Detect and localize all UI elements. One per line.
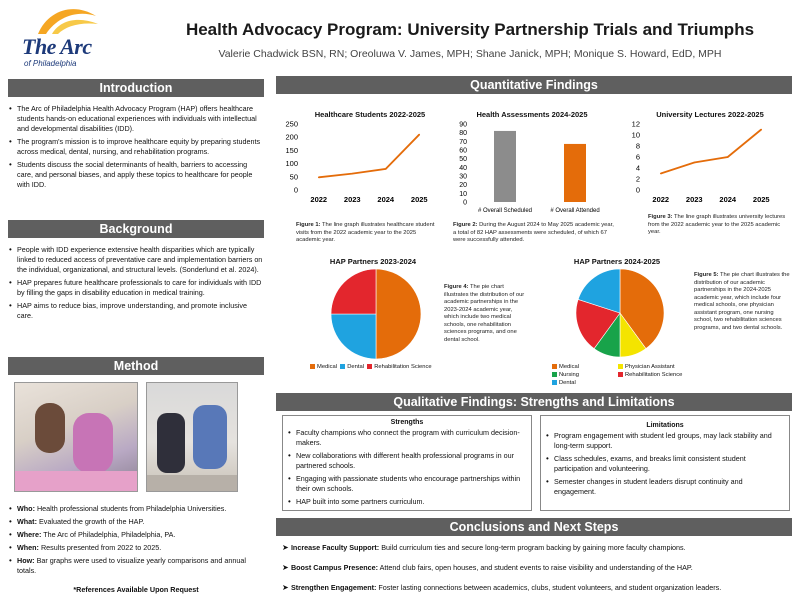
x-tick-label: 2024 (719, 195, 737, 204)
chart3-title: University Lectures 2022-2025 (656, 110, 764, 119)
logo-subtitle: of Philadelphia (24, 59, 77, 68)
x-tick-label: # Overall Scheduled (477, 208, 533, 214)
x-tick-label: 2022 (652, 195, 670, 204)
y-tick-label: 40 (459, 164, 467, 172)
strength-item: • Faculty champions who connect the program with curriculum decision-makers. (287, 428, 527, 448)
y-tick-label: 10 (459, 190, 467, 198)
introduction-bullet: • Students discuss the social determinants of health, barriers to accessing care, and personal biases, and apply these topics to healthcare for people with IDD. (8, 160, 264, 190)
method-section (8, 357, 264, 375)
y-tick-label: 50 (459, 156, 467, 164)
pie1-caption: Figure 4: The pie chart illustrates the distribution of our academic partnerships in the 2023-2024 academic year, which include two medical schools, one rehabilitation sciences programs, and one dental school. (444, 284, 525, 343)
data-point (351, 173, 353, 175)
legend-item: Medical (310, 364, 337, 370)
chart3-caption: Figure 3: The line graph illustrates university lectures from the 2022 academic year to the 2025 academic year. (648, 214, 786, 235)
background-section (8, 220, 264, 324)
legend-item: Physician Assistant (618, 364, 675, 370)
partners-2023-2024-pie (326, 266, 426, 362)
pie2-legend (552, 363, 692, 387)
logo-swoosh-icon (34, 4, 104, 38)
data-point (727, 156, 729, 158)
x-tick-label: 2025 (752, 195, 770, 204)
y-tick-label: 2 (635, 174, 640, 184)
data-point (418, 134, 420, 136)
chart1-title: Healthcare Students 2022-2025 (314, 110, 426, 119)
method-photo-2 (146, 382, 238, 492)
introduction-heading: Introduction (8, 79, 264, 97)
strengths-box (282, 415, 532, 511)
poster-title: Health Advocacy Program: University Partnership Trials and Triumphs (185, 20, 755, 39)
pie2-caption: Figure 5: The pie chart illustrates the distribution of our academic partnerships in the 2024-2025 academic year, which include four medical schools, one physician assistant program, one nursing school, two rehabilitation sciences programs, and two dental schools. (694, 272, 790, 331)
legend-item: Dental (552, 380, 576, 386)
conclusion-item: ➤ Increase Faculty Support: Build curriculum ties and secure long-term program backing by gaining more faculty champions. (282, 543, 686, 552)
x-tick-label: # Overall Attended (550, 208, 600, 214)
y-tick-label: 20 (459, 182, 467, 190)
strength-item: • Engaging with passionate students who encourage partnerships within their own schools. (287, 474, 527, 494)
pie2-title: HAP Partners 2024-2025 (573, 257, 661, 266)
healthcare-students-chart (280, 118, 440, 214)
legend-item: Rehabilitation Science (367, 364, 431, 370)
y-tick-label: 0 (463, 199, 467, 207)
y-tick-label: 4 (635, 163, 640, 173)
university-lectures-chart (622, 118, 784, 214)
data-point (760, 129, 762, 131)
limitations-box (540, 415, 790, 511)
limitations-heading: Limitations (646, 422, 684, 429)
strengths-list (287, 428, 527, 507)
logo-name: The Arc (22, 34, 92, 59)
y-tick-label: 90 (459, 121, 467, 129)
y-tick-label: 100 (285, 159, 298, 169)
method-heading: Method (8, 357, 264, 375)
health-assessments-chart (450, 118, 615, 218)
pie1-title: HAP Partners 2023-2024 (329, 257, 417, 266)
partners-2024-2025-pie (574, 266, 666, 360)
y-tick-label: 6 (635, 152, 640, 162)
pie-slice (376, 269, 421, 359)
method-photo-1 (14, 382, 138, 492)
series-line (319, 135, 420, 178)
y-tick-label: 0 (635, 185, 640, 195)
pie-slice (331, 269, 376, 314)
qualitative-heading: Qualitative Findings: Strengths and Limitations (276, 393, 792, 411)
poster-authors: Valerie Chadwick BSN, RN; Oreoluwa V. James, MPH; Shane Janick, MPH; Monique S. Howard, EdD, MPH (218, 48, 722, 60)
background-bullet: • HAP aims to reduce bias, improve understanding, and promote inclusive care. (8, 301, 264, 321)
y-tick-label: 50 (289, 172, 298, 182)
quantitative-heading: Quantitative Findings (276, 76, 792, 94)
method-item: • Who: Health professional students from Philadelphia Universities. (8, 504, 264, 514)
y-tick-label: 150 (285, 145, 298, 155)
data-point (318, 177, 320, 179)
limitations-list (545, 431, 785, 497)
y-tick-label: 80 (459, 130, 467, 138)
y-tick-label: 60 (459, 147, 467, 155)
limitation-item: • Class schedules, exams, and breaks limit consistent student participation and volunteering. (545, 454, 785, 474)
introduction-section (8, 79, 264, 193)
background-list (8, 245, 264, 321)
introduction-list (8, 104, 264, 190)
x-tick-label: 2024 (377, 195, 395, 204)
legend-item: Dental (340, 364, 364, 370)
y-tick-label: 200 (285, 132, 298, 142)
x-tick-label: 2023 (343, 195, 361, 204)
data-point (385, 168, 387, 170)
conclusion-item: ➤ Boost Campus Presence: Attend club fairs, open houses, and student events to raise visibility and understanding of the HAP. (282, 563, 693, 572)
y-tick-label: 12 (631, 119, 640, 129)
x-tick-label: 2025 (410, 195, 428, 204)
strengths-heading: Strengths (390, 419, 424, 426)
strength-item: • HAP built into some partners curriculum. (287, 497, 527, 507)
background-bullet: • HAP prepares future healthcare professionals to care for individuals with IDD by filling the gaps in disability education in medical training. (8, 278, 264, 298)
legend-item: Medical (552, 363, 618, 371)
conclusions-heading: Conclusions and Next Steps (276, 518, 792, 536)
bar (564, 144, 586, 202)
chart2-title: Health Assessments 2024-2025 (476, 110, 588, 119)
limitation-item: • Program engagement with student led groups, may lack stability and long-term support. (545, 431, 785, 451)
data-point (660, 173, 662, 175)
pie-slice (331, 314, 376, 359)
x-tick-label: 2022 (310, 195, 328, 204)
background-heading: Background (8, 220, 264, 238)
method-item: • When: Results presented from 2022 to 2025. (8, 543, 264, 553)
legend-item: Nursing (552, 371, 618, 379)
strength-item: • New collaborations with different health professional programs in our partnered schools. (287, 451, 527, 471)
y-tick-label: 8 (635, 141, 640, 151)
y-tick-label: 70 (459, 138, 467, 146)
method-list (8, 504, 264, 579)
y-tick-label: 10 (631, 130, 640, 140)
introduction-bullet: • The program's mission is to improve healthcare equity by preparing students across medical, dental, nursing, and rehabilitation programs. (8, 137, 264, 157)
introduction-bullet: • The Arc of Philadelphia Health Advocacy Program (HAP) offers healthcare students hands-on educational experiences with individuals with intellectual and developmental disabilities (IDD). (8, 104, 264, 134)
y-tick-label: 0 (293, 185, 298, 195)
chart1-caption: Figure 1: The line graph illustrates healthcare student visits from the 2022 academic year to the 2025 academic year. (296, 222, 435, 243)
limitation-item: • Semester changes in student leaders disrupt continuity and engagement. (545, 477, 785, 497)
method-item: • What: Evaluated the growth of the HAP. (8, 517, 264, 527)
bar (494, 131, 516, 202)
y-tick-label: 30 (459, 173, 467, 181)
chart2-caption: Figure 2: During the August 2024 to May 2025 academic year, a total of 82 HAP assessments were scheduled, of which 67 were successfully attended. (453, 222, 614, 243)
method-item: • Where: The Arc of Philadelphia, Philadelphia, PA. (8, 530, 264, 540)
data-point (693, 162, 695, 164)
legend-item: Rehabilitation Science (618, 372, 682, 378)
series-line (661, 130, 762, 174)
arc-logo (14, 4, 114, 70)
y-tick-label: 250 (285, 119, 298, 129)
references-note: *References Available Upon Request (73, 585, 199, 594)
pie1-legend (310, 364, 460, 370)
conclusion-item: ➤ Strengthen Engagement: Foster lasting connections between academics, clubs, student volunteers, and student organization leaders. (282, 583, 722, 592)
method-item: • How: Bar graphs were used to visualize yearly comparisons and annual totals. (8, 556, 264, 576)
background-bullet: • People with IDD experience extensive health disparities which are typically linked to reduced access of preventative care and implementation barriers on the individual, organizational, and structural levels. (Sonderlund et al. 2024). (8, 245, 264, 275)
x-tick-label: 2023 (685, 195, 703, 204)
